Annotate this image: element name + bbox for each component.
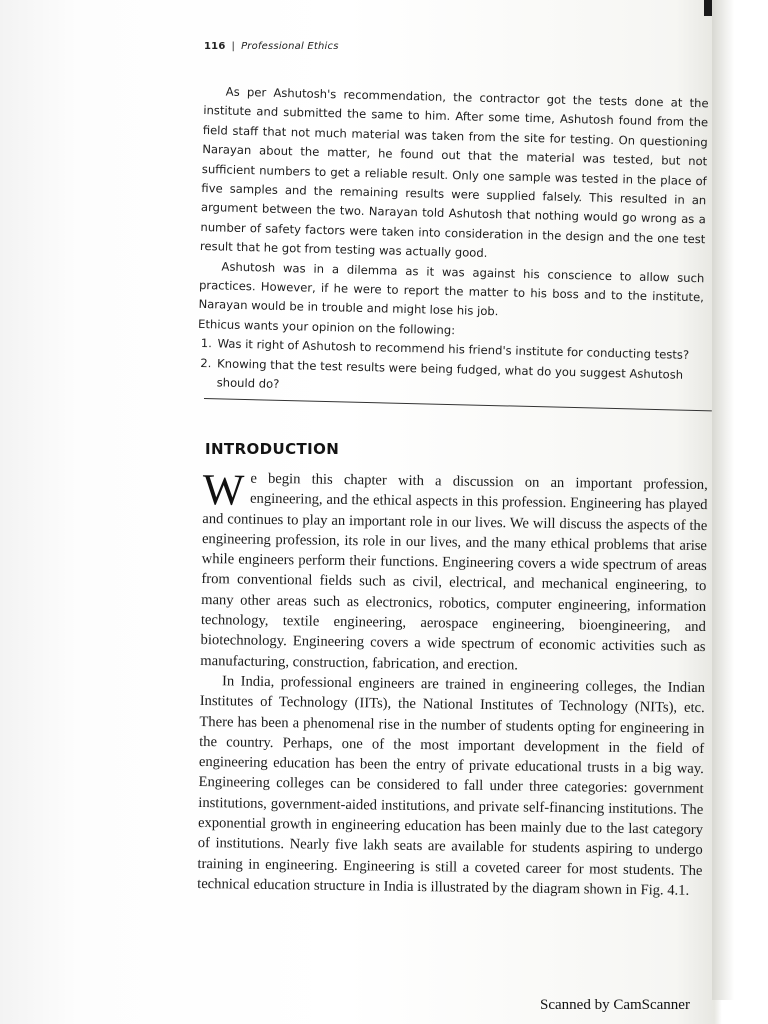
introduction-body <box>197 465 708 901</box>
question-list <box>196 334 702 405</box>
question-item: 1. Was it right of Ashutosh to recommend his friend's institute for conducting tests? <box>215 335 702 366</box>
book-title: Professional Ethics <box>241 41 339 52</box>
intro-paragraph-1 <box>200 465 708 678</box>
case-paragraph-2: Ashutosh was in a dilemma as it was against his conscience to allow such practices. However, if he were to report the matter to his boss and to the institute, Narayan would be in trouble and might lose his job. <box>198 259 705 319</box>
section-heading: INTRODUCTION <box>205 440 340 458</box>
drop-cap: W <box>202 465 245 515</box>
page-top-mark <box>704 0 712 16</box>
page-number: 116 <box>204 41 226 52</box>
case-study-block <box>196 82 708 405</box>
case-paragraph-1: As per Ashutosh's recommendation, the contractor got the tests done at the institute and submitted the same to him. After some time, Ashutosh found from the field staff that not much material was taken from the site for testing. On questioning Narayan about the matter, he found out that the material was tested, but not sufficient numbers to get a reliable result. Only one sample was tested in the place of five samples and the remaining results were supplied falsely. This resulted in an argument between the two. Narayan told Ashutosh that nothing would go wrong as a number of safety factors were taken into consideration in the design and the one test result that he got from testing was actually good. <box>199 84 709 261</box>
intro-paragraph-2: In India, professional engineers are trained in engineering colleges, the Indian Institutes of Technology (IITs), the National Institutes of Technology (NITs), etc. There has been a phenomenal rise in the number of students opting for engineering in the country. Perhaps, one of the most important development in the field of engineering education has been the entry of private educational trusts in a big way. Engineering colleges can be considered to fall under three categories: government institutions, government-aided institutions, and private self-financing institutions. The exponential growth in engineering education has been mainly due to the last category of institutions. Nearly five lakh seats are available for students aspiring to undergo training in engineering. Engineering is still a coveted career for most students. The technical education structure in India is illustrated by the diagram shown in Fig. 4.1. <box>197 673 706 899</box>
scanner-watermark: Scanned by CamScanner <box>540 997 690 1013</box>
page-edge-shadow <box>712 0 768 1000</box>
intro-paragraph-1-text: e begin this chapter with a discussion on an important profession, engineering, and the ethical aspects in this profession. Engineering has played and continues to play an important role in our lives. We will discuss the aspects of the engineering profession, its role in our lives, and the many ethical problems that arise while engineers perform their functions. Engineering covers a wide spectrum of areas from conventional fields such as civil, electrical, and mechanical engineering, to many other areas such as electronics, robotics, computer engineering, information technology, textile engineering, aerospace engineering, bioengineering, and biotechnology. Engineering covers a wide spectrum of economic activities such as manufacturing, construction, fabrication, and erection. <box>200 470 708 674</box>
question-item: 2. Knowing that the test results were being fudged, what do you suggest Ashutosh should do? <box>214 354 702 405</box>
running-head-separator: | <box>231 41 236 52</box>
ethicus-prompt: Ethicus wants your opinion on the following: <box>197 316 456 338</box>
running-head <box>204 41 339 52</box>
